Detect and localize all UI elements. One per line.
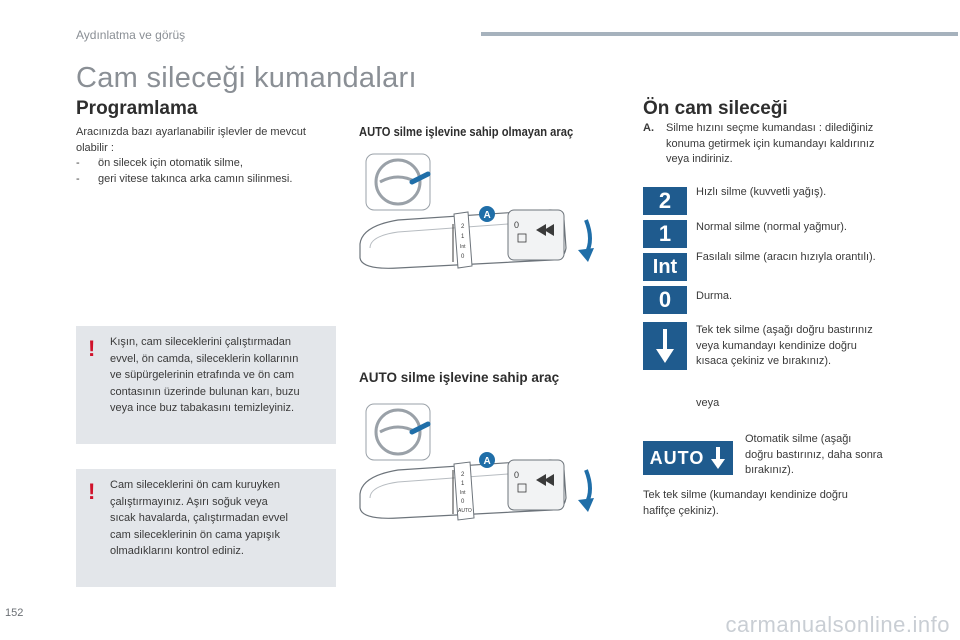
bullet-text: ön silecek için otomatik silme, xyxy=(98,157,243,169)
position-mark: 0 xyxy=(461,499,465,505)
position-mark: 0 xyxy=(461,254,465,260)
note-line: evvel, ön camda, sileceklerin kollarının xyxy=(110,352,299,365)
position-int-text: Fasılalı silme (aracın hızıyla orantılı). xyxy=(696,251,876,263)
note-line: Kışın, cam sileceklerini çalıştırmadan xyxy=(110,336,291,348)
position-mark: 2 xyxy=(461,224,465,230)
note-line: çalıştırmayınız. Aşırı soğuk veya xyxy=(110,495,268,508)
note-line: Cam sileceklerini ön cam kuruyken xyxy=(110,479,280,491)
dry-glass-warning-note xyxy=(76,469,336,587)
intro-line: Aracınızda bazı ayarlanabilir işlevler de mevcut xyxy=(76,126,306,138)
position-1-badge: 1 xyxy=(643,220,687,248)
programming-heading: Programlama xyxy=(76,98,198,119)
front-wiper-heading: Ön cam sileceği xyxy=(643,98,788,119)
auto-line: bırakınız). xyxy=(745,464,794,476)
position-mark: 2 xyxy=(461,472,465,478)
position-2-badge: 2 xyxy=(643,187,687,215)
position-1-text: Normal silme (normal yağmur). xyxy=(696,221,847,233)
wiper-stalk-illustration-auto xyxy=(358,398,620,540)
auto-heading: AUTO silme işlevine sahip araç xyxy=(359,370,560,385)
single-wipe-line: kısaca çekiniz ve bırakınız). xyxy=(696,355,832,367)
steering-wheel-icon xyxy=(366,404,430,460)
note-line: sıcak havalarda, çalıştırmadan evvel xyxy=(110,512,288,524)
control-a-description xyxy=(643,121,913,168)
arrow-down-icon xyxy=(653,327,677,365)
warning-icon: ! xyxy=(88,336,96,361)
programming-intro xyxy=(76,125,346,187)
site-watermark[interactable]: carmanualsonline.info xyxy=(725,612,950,637)
page-title: Cam sileceği kumandaları xyxy=(76,62,417,94)
single-wipe-line: veya kumandayı kendinize doğru xyxy=(696,339,857,352)
section-label: Aydınlatma ve görüş xyxy=(76,28,186,42)
position-mark: Int xyxy=(460,244,466,250)
warning-icon: ! xyxy=(88,479,96,504)
position-mark: Int xyxy=(460,490,466,496)
or-text: veya xyxy=(696,397,720,409)
note-line: cam sileceklerinin ön cama yapışık xyxy=(110,528,280,541)
bullet-item xyxy=(76,156,346,172)
single-wipe-text xyxy=(696,323,916,370)
bullet-marker: - xyxy=(76,157,80,169)
rear-mark: 0 xyxy=(514,470,520,480)
single-wipe-badge xyxy=(643,322,687,370)
auto-line: doğru bastırınız, daha sonra xyxy=(745,448,883,461)
bullet-item xyxy=(76,172,346,188)
callout-a: A xyxy=(483,456,491,467)
position-2-text: Hızlı silme (kuvvetli yağış). xyxy=(696,186,827,198)
note-text xyxy=(110,477,332,560)
position-mark: 1 xyxy=(461,481,465,487)
a-line: veya indiriniz. xyxy=(666,153,733,165)
label-a: A. xyxy=(643,122,654,134)
position-mark: 1 xyxy=(461,234,465,240)
winter-warning-note xyxy=(76,326,336,444)
single-wipe-line: Tek tek silme (aşağı doğru bastırınız xyxy=(696,324,873,336)
auto-label: AUTO xyxy=(649,447,705,468)
rear-mark: 0 xyxy=(514,220,520,230)
callout-a: A xyxy=(483,210,491,221)
final-line: Tek tek silme (kumandayı kendinize doğru xyxy=(643,489,848,501)
intro-line: olabilir : xyxy=(76,141,114,154)
note-line: veya ince buz tabakasını temizleyiniz. xyxy=(110,402,295,414)
note-line: contasının üzerinde bulunan karı, buzu xyxy=(110,385,300,398)
note-text xyxy=(110,334,332,417)
a-line: Silme hızını seçme kumandası : dilediğiniz xyxy=(666,122,874,134)
final-line: hafifçe çekiniz). xyxy=(643,504,719,517)
wiper-stalk-illustration-manual xyxy=(358,148,620,290)
final-wipe-text xyxy=(643,488,913,519)
bullet-marker: - xyxy=(76,172,80,185)
a-line: konuma getirmek için kumandayı kaldırınız xyxy=(666,137,875,150)
steering-wheel-icon xyxy=(366,154,430,210)
arrow-down-icon xyxy=(710,446,726,470)
auto-wipe-text xyxy=(745,432,915,479)
no-auto-heading: AUTO silme işlevine sahip olmayan araç xyxy=(359,124,574,139)
auto-badge xyxy=(643,441,733,475)
note-line: ve süpürgelerinin etrafında ve ön cam xyxy=(110,369,295,381)
auto-line: Otomatik silme (aşağı xyxy=(745,433,852,445)
bullet-text: geri vitese takınca arka camın silinmesi. xyxy=(98,172,293,185)
position-0-badge: 0 xyxy=(643,286,687,314)
position-0-text: Durma. xyxy=(696,290,733,302)
page-number: 152 xyxy=(5,607,24,619)
position-int-badge: Int xyxy=(643,253,687,281)
header-rule xyxy=(481,32,958,36)
position-mark: AUTO xyxy=(458,508,472,514)
note-line: olmadıklarını kontrol ediniz. xyxy=(110,545,244,557)
